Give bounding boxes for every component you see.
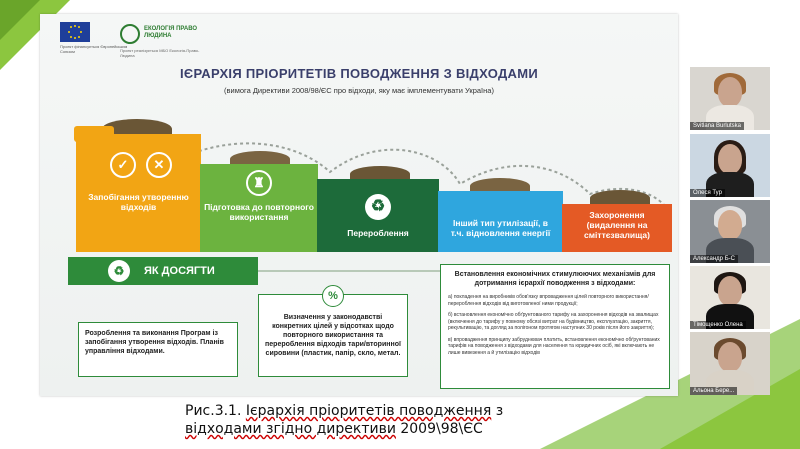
participant-name: Олеся Тур [690,189,725,197]
hands-icon: ✓ [110,152,136,178]
slide-subtitle: (вимога Директиви 2008/98/ЄС про відходи, яку має імплементувати Україна) [224,86,494,95]
caption-underlined-1: Ієрархія пріоритетів поводження [245,403,492,419]
eco-logo-name: ЕКОЛОГІЯ ПРАВО ЛЮДИНА [144,26,198,39]
participant-face [718,342,742,372]
participant-name: Тімощенко Олена [690,321,746,329]
participant-name: Альона Бере... [690,387,737,395]
participant-name: Александр Б-С [690,255,738,263]
caption-suffix-1: з [491,403,504,419]
bottles-icon: ♜ [246,170,272,196]
slide-title: ІЄРАРХІЯ ПРІОРИТЕТІВ ПОВОДЖЕННЯ З ВІДХОДАМИ [180,66,538,81]
step-label: Запобігання утворенню відходів [88,192,189,212]
participant-tile[interactable] [690,134,770,197]
caption-underlined-2: відходами згідно директиви [185,421,396,437]
measure-text: Розроблення та виконання Програм із запобігання утворення відходів. Планів управління відходами. [85,330,224,355]
no-waste-icon: ✕ [146,152,172,178]
divider [258,270,448,272]
step-landfill [562,204,672,252]
step-label: Підготовка до повторного використання [204,202,314,222]
eu-flag-icon [60,22,90,42]
recycle-icon: ♻ [108,260,130,282]
caption-prefix: Рис.3.1. [185,403,246,419]
eco-leaf-icon [120,24,140,44]
measure-box-economic [440,264,670,389]
measure-item: в) впровадження принципу забруднювач платить, встановлення економічно обґрунтованих тарифів на поводження з відходами для населення та юридичних осіб, які включають не лише вивезення а й утилізацію відходів [448,336,660,356]
measure-text: Визначення у законодавстві конкретних цілей у відсотках щодо повторного використання та перероблення відходів тари/вторинної сировини (пластик, папір, скло, метал. [265,314,401,357]
participant-tile[interactable] [690,266,770,329]
participant-face [718,210,742,240]
participant-name: Svitlana Burlutska [690,122,744,130]
step-energy-recovery [438,191,563,252]
measure-heading: Встановлення економічних стимулюючих механізмів для дотримання ієрархії поводження з відходами: [454,271,656,287]
figure-caption [185,402,503,438]
participant-face [718,144,742,174]
step-recycling [317,179,439,252]
step-reuse [200,164,318,252]
step-label: Захоронення (видалення на сміттєзвалища) [584,210,650,240]
measure-box-targets [258,289,408,377]
how-to-achieve-bar [68,257,258,285]
caption-suffix-2: 2009\98\ЄС [395,421,483,437]
measure-item: а) покладення на виробників обов'язку впровадження цілей повторного використання/перероблення відходів від виготовленої ними продукції; [448,294,649,307]
step-prevention [76,134,201,252]
step-label: Інший тип утилізації, в т.ч. відновлення енергії [450,217,551,238]
participant-face [718,276,742,306]
eco-logo-sub: Проект реалізується МБО Екологія-Право-Людина [120,48,200,58]
eco-logo [120,22,210,62]
how-to-achieve-label: ЯК ДОСЯГТИ [144,265,215,277]
participant-tile[interactable] [690,332,770,395]
eu-logo-caption: Проект фінансується Європейським Союзом [60,44,128,54]
participant-face [718,77,742,107]
recycle-icon: ♻ [365,194,391,220]
participant-tile[interactable] [690,200,770,263]
percent-icon: % [322,285,344,307]
measure-box-programs [78,322,238,377]
measure-item: б) встановлення економічно обґрунтованого тарифу на захоронення відходів на звалищах (включення до тарифу у повному обсязі витрат на будівництво, експлуатацію, закриття, рекультивацію, та догляд за полігоном протягом наступних 30 років після його закриття); [448,312,659,331]
participant-tile[interactable] [690,67,770,130]
shared-slide [40,14,678,396]
step-label: Перероблення [347,227,409,238]
